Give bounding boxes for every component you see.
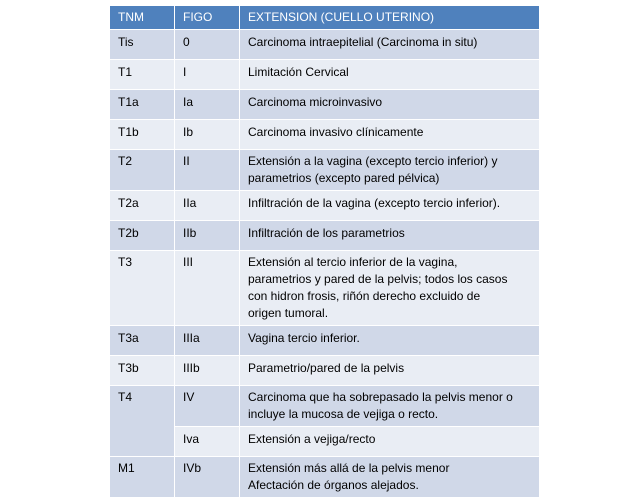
table-row [110, 221, 540, 251]
extension-cell [240, 221, 540, 251]
tnm-cell: M1 [110, 457, 175, 498]
extension-cell [240, 150, 540, 191]
extension-cell [240, 356, 540, 386]
table-row [110, 120, 540, 150]
figo-cell: III [175, 251, 240, 326]
table-row [110, 60, 540, 90]
header-figo: FIGO [175, 6, 240, 30]
figo-cell: Ib [175, 120, 240, 150]
tnm-cell: Tis [110, 30, 175, 60]
header-row [110, 6, 540, 30]
table-row [110, 191, 540, 221]
table-row [110, 457, 540, 498]
figo-cell: II [175, 150, 240, 191]
tnm-cell: T3 [110, 251, 175, 326]
extension-line: Parametrio/pared de la pelvis [248, 361, 405, 375]
tnm-cell: T1 [110, 60, 175, 90]
extension-line: Carcinoma intraepitelial (Carcinoma in situ) [248, 35, 478, 49]
extension-line: Infiltración de la vagina (excepto tercio inferior). [248, 196, 501, 210]
extension-cell [240, 457, 540, 498]
table-row [110, 30, 540, 60]
extension-cell [240, 427, 540, 457]
table-row [110, 251, 540, 326]
extension-line: incluye la mucosa de vejiga o recto. [248, 407, 439, 421]
extension-cell [240, 60, 540, 90]
extension-line: Extensión a vejiga/recto [248, 432, 376, 446]
figo-cell: IIb [175, 221, 240, 251]
extension-line: Vagina tercio inferior. [248, 331, 360, 345]
extension-line: Extensión a la vagina (excepto tercio inferior) y [248, 154, 498, 168]
extension-cell [240, 30, 540, 60]
table-row [110, 356, 540, 386]
extension-cell [240, 326, 540, 356]
table-row [110, 90, 540, 120]
extension-line: parametrios (excepto pared pélvica) [248, 171, 440, 185]
extension-cell [240, 120, 540, 150]
table-row [110, 150, 540, 191]
extension-line: Extensión al tercio inferior de la vagina, [248, 255, 458, 269]
tnm-cell: T3b [110, 356, 175, 386]
extension-line: Carcinoma que ha sobrepasado la pelvis menor o [248, 390, 513, 404]
extension-cell [240, 251, 540, 326]
extension-line: parametrios y pared de la pelvis; todos los casos [248, 272, 508, 286]
table-row [110, 326, 540, 356]
extension-line: Carcinoma invasivo clínicamente [248, 125, 424, 139]
tnm-cell: T1b [110, 120, 175, 150]
extension-line: con hidron frosis, riñón derecho excluido de [248, 289, 481, 303]
header-tnm: TNM [110, 6, 175, 30]
extension-cell [240, 90, 540, 120]
tnm-cell: T2b [110, 221, 175, 251]
figo-cell: Iva [175, 427, 240, 457]
extension-cell [240, 191, 540, 221]
table-row [110, 427, 540, 457]
tnm-cell: T3a [110, 326, 175, 356]
extension-line: Limitación Cervical [248, 65, 349, 79]
extension-line: Extensión más allá de la pelvis menor [248, 461, 450, 475]
staging-table [109, 5, 540, 498]
extension-cell [240, 386, 540, 427]
header-extension: EXTENSION (CUELLO UTERINO) [240, 6, 540, 30]
figo-cell: Ia [175, 90, 240, 120]
figo-cell: I [175, 60, 240, 90]
figo-cell: IIIb [175, 356, 240, 386]
table-row [110, 386, 540, 427]
extension-line: Afectación de órganos alejados. [248, 478, 419, 492]
figo-cell: IIIa [175, 326, 240, 356]
figo-cell: IVb [175, 457, 240, 498]
extension-line: Infiltración de los parametrios [248, 226, 405, 240]
extension-line: origen tumoral. [248, 306, 329, 320]
figo-cell: IIa [175, 191, 240, 221]
tnm-cell: T2 [110, 150, 175, 191]
tnm-cell: T1a [110, 90, 175, 120]
extension-line: Carcinoma microinvasivo [248, 95, 383, 109]
tnm-cell: T2a [110, 191, 175, 221]
figo-cell: 0 [175, 30, 240, 60]
tnm-cell: T4 [110, 386, 175, 457]
figo-cell: IV [175, 386, 240, 427]
